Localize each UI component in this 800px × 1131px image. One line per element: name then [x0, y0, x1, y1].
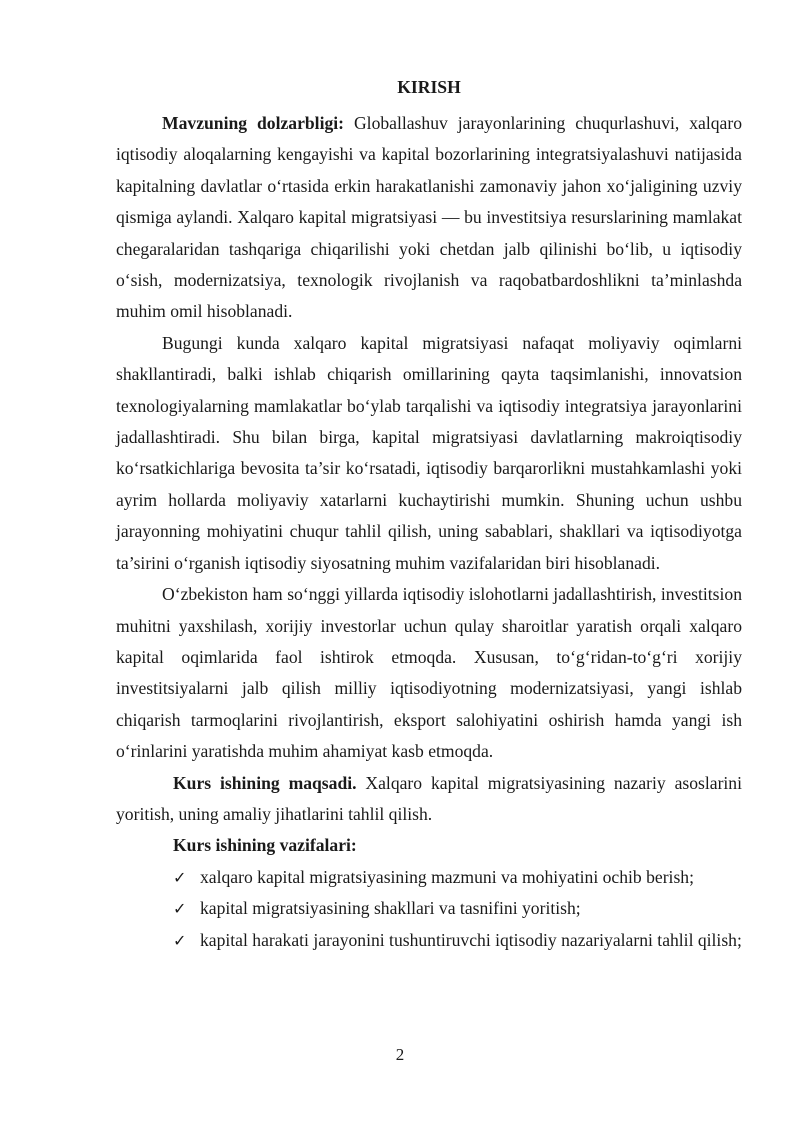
paragraph-2: Bugungi kunda xalqaro kapital migratsiyasi nafaqat moliyaviy oqimlarni shakllantiradi, balki ishlab chiqarish omillarining qayta taqsimlanishi, innovatsion texnologiyalarning mamlakatlar bo‘ylab tarqalishi va iqtisodiy integratsiya jarayonlarini jadallashtiradi. Shu bilan birga, kapital migratsiyasi davlatlarning makroiqtisodiy ko‘rsatkichlariga bevosita ta’sir ko‘rsatadi, iqtisodiy barqarorlikni mustahkamlashi yoki ayrim hollarda moliyaviy xatarlarni kuchaytirishi mumkin. Shuning uchun ushbu jarayonning mohiyatini chuqur tahlil qilish, uning sabablari, shakllari va iqtisodiyotga ta’sirini o‘rganish iqtisodiy siyosatning muhim vazifalaridan biri hisoblanadi. — [116, 332, 742, 573]
checkmark-icon: ✓ — [173, 867, 187, 887]
list-item — [116, 862, 742, 893]
page-number: 2 — [395, 1045, 405, 1064]
list-item — [116, 893, 742, 924]
checkmark-icon: ✓ — [173, 899, 187, 919]
intro-paragraph — [116, 108, 742, 328]
list-item — [116, 925, 742, 956]
goal-label: Kurs ishining maqsadi. — [173, 772, 357, 793]
tasks-heading: Kurs ishining vazifalari: — [173, 835, 357, 856]
intro-text: Globallashuv jarayonlarining chuqurlashuvi, xalqaro iqtisodiy aloqalarning kengayishi va kapital bozorlarining integratsiyalashuvi natijasida kapitalning davlatlar o‘rtasida erkin harakatlanishi zamonaviy jahon xo‘jaligining uzviy qismiga aylandi. Xalqaro kapital migratsiyasi — bu investitsiya resurslarining mamlakat chegaralaridan tashqariga chiqarilishi yoki chetdan jalb qilinishi bo‘lib, u iqtisodiy o‘sish, modernizatsiya, texnologik rivojlanish va raqobatbardoshlikni ta’minlashda muhim omil hisoblanadi. — [116, 113, 743, 322]
goal-paragraph — [116, 768, 742, 831]
task-text: xalqaro kapital migratsiyasining mazmuni va mohiyatini ochib berish; — [200, 866, 694, 887]
tasks-list — [116, 862, 742, 956]
task-text: kapital harakati jarayonini tushuntiruvchi iqtisodiy nazariyalarni tahlil qilish; — [200, 929, 742, 950]
section-heading: KIRISH — [397, 77, 461, 97]
goal-text: Xalqaro kapital migratsiyasining nazariy asoslarini yoritish, uning amaliy jihatlarini tahlil qilish. — [116, 772, 742, 824]
page-content — [116, 76, 742, 956]
paragraph-3: O‘zbekiston ham so‘nggi yillarda iqtisodiy islohotlarni jadallashtirish, investitsion muhitni yaxshilash, xorijiy investorlar uchun qulay sharoitlar yaratish orqali xalqaro kapital oqimlarida faol ishtirok etmoqda. Xususan, to‘g‘ridan-to‘g‘ri xorijiy investitsiyalarni jalb qilish milliy iqtisodiyotning modernizatsiyasi, yangi ishlab chiqarish tarmoqlarini rivojlantirish, eksport salohiyatini oshirish hamda yangi ish o‘rinlarini yaratishda muhim ahamiyat kasb etmoqda. — [116, 584, 742, 762]
checkmark-icon: ✓ — [173, 930, 187, 950]
task-text: kapital migratsiyasining shakllari va tasnifini yoritish; — [200, 898, 581, 919]
intro-label: Mavzuning dolzarbligi: — [162, 113, 345, 133]
